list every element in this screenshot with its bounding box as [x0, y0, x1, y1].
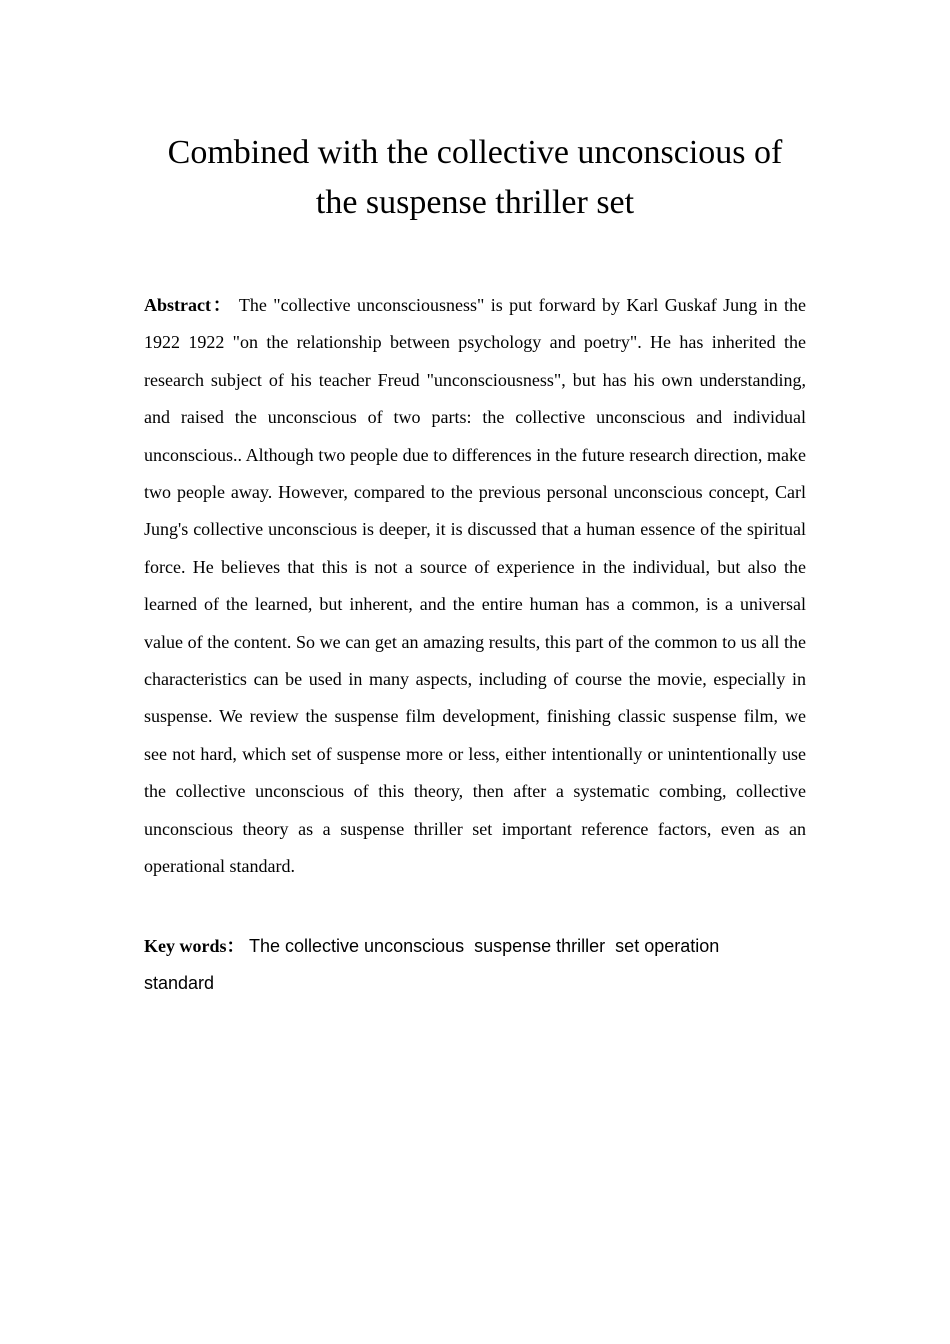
keywords-text: The collective unconscious suspense thriller set operation standard	[144, 936, 725, 994]
abstract-paragraph	[144, 287, 806, 886]
abstract-text: The "collective unconsciousness" is put forward by Karl Guskaf Jung in the 1922 1922 "on the relationship between psychology and poetry". He has inherited the research subject of his teacher Freud "unconsciousness", but has his own understanding, and raised the unconscious of two parts: the collective unconscious and individual unconscious.. Although two people due to differences in the future research direction, make two people away. However, compared to the previous personal unconscious concept, Carl Jung's collective unconscious is deeper, it is discussed that a human essence of the spiritual force. He believes that this is not a source of experience in the individual, but also the learned of the learned, but inherent, and the entire human has a common, is a universal value of the content. So we can get an amazing results, this part of the common to us all the characteristics can be used in many aspects, including of course the movie, especially in suspense. We review the suspense film development, finishing classic suspense film, we see not hard, which set of suspense more or less, either intentionally or unintentionally use the collective unconscious of this theory, then after a systematic combing, collective unconscious theory as a suspense thriller set important reference factors, even as an operational standard.	[144, 295, 806, 877]
paper-title: Combined with the collective unconscious of the suspense thriller set	[167, 134, 783, 221]
abstract-label: Abstract：	[144, 295, 233, 315]
keywords-label: Key words：	[144, 936, 245, 956]
keywords-paragraph	[144, 928, 784, 1003]
